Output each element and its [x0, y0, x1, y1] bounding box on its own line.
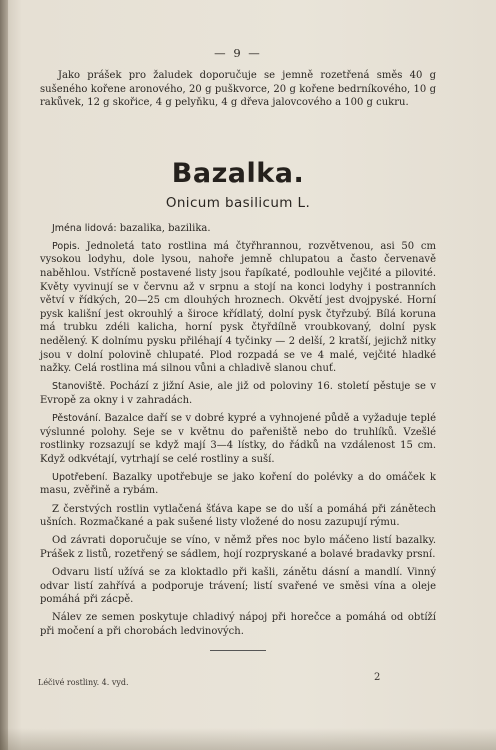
section-text: Nálev ze semen poskytuje chladivý nápoj při horečce a pomáhá od obtíží při močení a při chorobách ledvinových. [40, 612, 436, 637]
paragraph-seed-infusion [40, 611, 436, 638]
page-content [40, 46, 436, 651]
section-text: bazalika, bazilika. [119, 222, 211, 234]
section-label: Jména lidová: [52, 222, 117, 234]
section-popular-names [40, 222, 436, 236]
section-label: Pěstování. [52, 413, 101, 424]
section-text: Z čerstvých rostlin vytlačená šťáva kape se do uší a pomáhá při zánětech ušních. Rozmačkané a pak sušené listy vložené do nosu zazupují rýmu. [40, 503, 436, 529]
paragraph-dizziness [40, 534, 436, 561]
section-habitat [40, 380, 436, 407]
paragraph-ear-juice [40, 503, 436, 530]
section-label: Stanoviště. [52, 381, 106, 393]
section-cultivation [40, 412, 436, 466]
section-text: Pochází z jižní Asie, ale již od poloviny 16. století pěstuje se v Evropě za okny i v zahradách. [40, 381, 436, 406]
section-description [40, 240, 436, 376]
section-text: Bazalce daří se v dobré kypré a vyhnojené půdě a vyžaduje teplé výslunné polohy. Seje se v květnu do pařeniště nebo do truhlíků. Vzešlé rostlinky rozsazují se když mají 3—4 lístky, do řádků na vzdálenost 15 cm. Když odkvétají, vytrhají se celé rostliny a suší. [40, 413, 436, 465]
book-spine-shadow [0, 0, 8, 750]
section-text: Jednoletá tato rostlina má čtyřhrannou, rozvětvenou, asi 50 cm vysokou lodyhu, dole lysou, nahoře jemně chlupatou a často červenavě naběhlou. Vstřícně postavené listy jsou řapíkaté, podlouhle vejčité a pilovité. Květy vyvinují se v červnu až v srpnu a stojí na konci lodyhy i postranních větví v řídkých, 20—25 cm dlouhých hroznech. Okvětí jest dvojpyské. Horní pysk kališní jest okrouhlý a široce křídlatý, dolní pysk čtyřzubý. Bílá koruna má trubku zdéli kalicha, horní pysk čtyřdílně vroubkovaný, dolní pysk nedělený. K dolnímu pysku přiléhají 4 tyčinky — 2 delší, 2 kratší, jejichž nitky jsou v dolní polovině chlupaté. Plod rozpadá se ve 4 malé, vejčité hladké nažky. Celá rostlina má silnou vůni a chladivě slanou chuť. [40, 240, 436, 375]
entry-title: Bazalka. [171, 157, 305, 189]
section-label: Upotřebení. [52, 471, 108, 483]
section-text: Bazalky upotřebuje se jako koření do polévky a do omáček k masu, zvěřině a rybám. [40, 471, 436, 497]
section-text: Od závrati doporučuje se víno, v němž přes noc bylo máčeno listí bazalky. Prášek z listů, rozetřený se sádlem, hojí rozpryskané a bolavé bradavky prsní. [40, 535, 436, 560]
section-usage [40, 471, 436, 498]
section-text: Odvaru listí užívá se za kloktadlo při kašli, zánětu dásní a mandlí. Vinný odvar listí zahřívá a podporuje trávení; listí svařené ve směsi vína a oleje pomáhá při zácpě. [40, 566, 436, 606]
entry-latin-name: Onicum basilicum L. [165, 194, 311, 211]
page-number: — 9 — [214, 46, 262, 60]
intro-paragraph: Jako prášek pro žaludek doporučuje se jemně rozetřená směs 40 g sušeného kořene aronového, 20 g puškvorce, 20 g kořene bedrníkového, 10 g rakůvek, 12 g skořice, 4 g pelyňku, 4 g dřeva jalovcového a 100 g cukru. [40, 70, 436, 109]
footer-signature-mark: 2 [374, 672, 381, 683]
paragraph-decoction [40, 566, 436, 607]
section-label: Popis. [52, 240, 80, 252]
page-bottom-shadow [0, 728, 496, 750]
closing-rule [210, 650, 266, 651]
footer-book-title: Léčivé rostliny. 4. vyd. [38, 678, 129, 687]
